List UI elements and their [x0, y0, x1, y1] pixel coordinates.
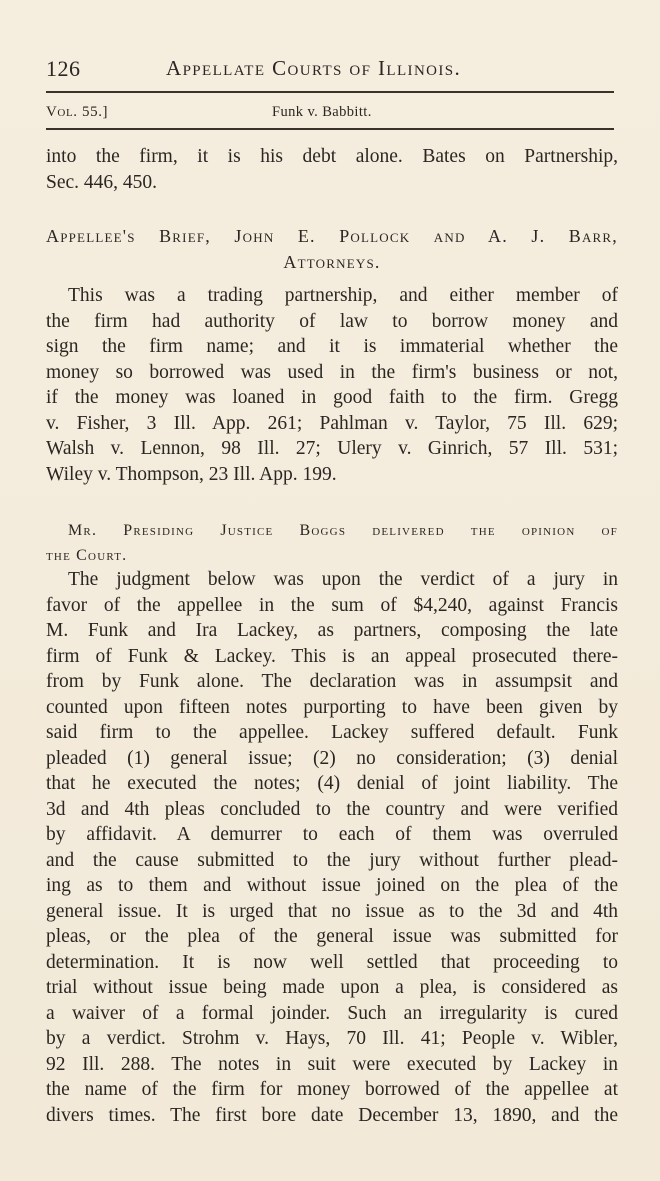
running-head [46, 52, 614, 92]
text-line: divers times. The first bore date December 13, 1890, and the [46, 1104, 618, 1126]
text-line: the name of the firm for money borrowed of the appellee at [46, 1079, 618, 1100]
text-line: and the cause submitted to the jury without further plead- [46, 849, 618, 871]
text-line: Wiley v. Thompson, 23 Ill. App. 199. [46, 463, 337, 485]
text-line: Sec. 446, 450. [46, 171, 158, 193]
heading-line: Appellee's Brief, John E. Pollock and A. J. Barr, [46, 226, 618, 246]
text-line: if the money was loaned in good faith to the firm. Gregg [46, 387, 618, 408]
heading-line: the Court. [46, 547, 128, 564]
text-line: M. Funk and Ira Lackey, as partners, composing the late [46, 620, 618, 641]
text-line: trial without issue being made upon a plea, is considered as [46, 977, 618, 998]
header-rule-top [46, 91, 614, 93]
opinion-heading [46, 518, 618, 568]
text-line: a waiver of a formal joinder. Such an irregularity is cured [46, 1002, 618, 1024]
heading-line: Attorneys. [283, 251, 381, 272]
continuation-paragraph [46, 144, 618, 195]
text-line: Walsh v. Lennon, 98 Ill. 27; Ulery v. Ginrich, 57 Ill. 531; [46, 438, 618, 459]
volume-label: Vol. 55.] [46, 104, 109, 120]
case-title: Funk v. Babbitt. [272, 104, 372, 120]
text-line: counted upon fifteen notes purporting to have been given by [46, 696, 618, 718]
text-line: by a verdict. Strohm v. Hays, 70 Ill. 41; People v. Wibler, [46, 1028, 618, 1049]
text-line: firm of Funk & Lackey. This is an appeal prosecuted there- [46, 645, 618, 667]
text-line: into the firm, it is his debt alone. Bates on Partnership, [46, 146, 618, 167]
running-title: Appellate Courts of Illinois. [166, 56, 462, 80]
text-line: sign the firm name; and it is immaterial whether the [46, 336, 618, 357]
text-line: that he executed the notes; (4) denial of joint liability. The [46, 773, 618, 794]
text-line: 92 Ill. 288. The notes in suit were executed by Lackey in [46, 1053, 618, 1075]
text-line: determination. It is now well settled that proceeding to [46, 951, 618, 973]
page-number: 126 [46, 56, 81, 81]
text-line: pleaded (1) general issue; (2) no consideration; (3) denial [46, 747, 618, 769]
text-line: by affidavit. A demurrer to each of them was overruled [46, 824, 618, 845]
subheader [46, 104, 614, 124]
text-line: money so borrowed was used in the firm's business or not, [46, 361, 618, 383]
opinion-paragraph [46, 567, 618, 1128]
text-line: ing as to them and without issue joined on the plea of the [46, 875, 618, 896]
appellee-brief-paragraph [46, 283, 618, 487]
text-line: the firm had authority of law to borrow money and [46, 310, 618, 332]
text-line: v. Fisher, 3 Ill. App. 261; Pahlman v. Taylor, 75 Ill. 629; [46, 412, 618, 434]
text-line: 3d and 4th pleas concluded to the country and were verified [46, 798, 618, 820]
appellee-brief-heading [46, 224, 618, 275]
text-line: This was a trading partnership, and either member of [68, 285, 618, 306]
text-line: said firm to the appellee. Lackey suffered default. Funk [46, 722, 618, 743]
text-line: pleas, or the plea of the general issue was submitted for [46, 926, 618, 947]
heading-line: Mr. Presiding Justice Boggs delivered the opinion of [68, 522, 618, 539]
text-line: general issue. It is urged that no issue as to the 3d and 4th [46, 900, 618, 922]
text-line: from by Funk alone. The declaration was in assumpsit and [46, 671, 618, 692]
header-rule-bottom [46, 128, 614, 130]
text-line: The judgment below was upon the verdict of a jury in [68, 569, 618, 590]
text-line: favor of the appellee in the sum of $4,240, against Francis [46, 594, 618, 616]
